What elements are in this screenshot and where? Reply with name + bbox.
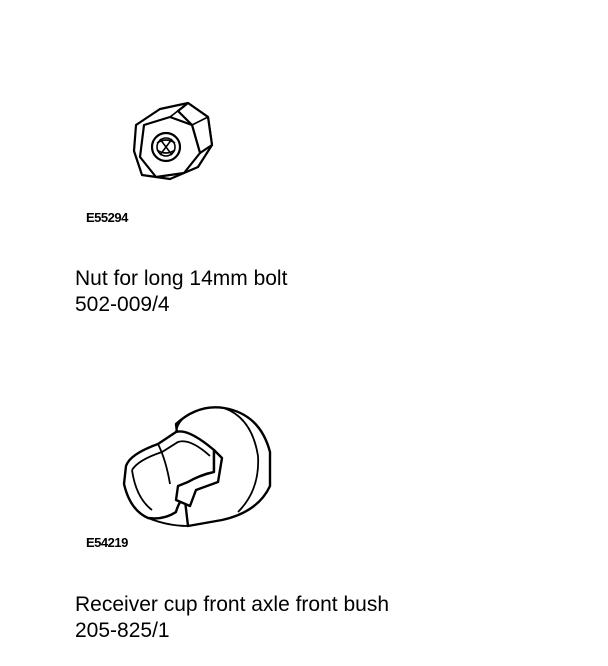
item-caption [75, 592, 389, 644]
hex-nut-icon [120, 95, 230, 195]
figure-code: E54219 [86, 535, 128, 550]
item-title: Receiver cup front axle front bush [75, 593, 389, 616]
item-title: Nut for long 14mm bolt [75, 267, 288, 290]
part-number: 205-825/1 [75, 619, 170, 642]
item-caption [75, 266, 287, 318]
figure-code: E55294 [86, 210, 128, 225]
receiver-cup-icon [118, 400, 278, 540]
part-number: 502-009/4 [75, 293, 170, 316]
